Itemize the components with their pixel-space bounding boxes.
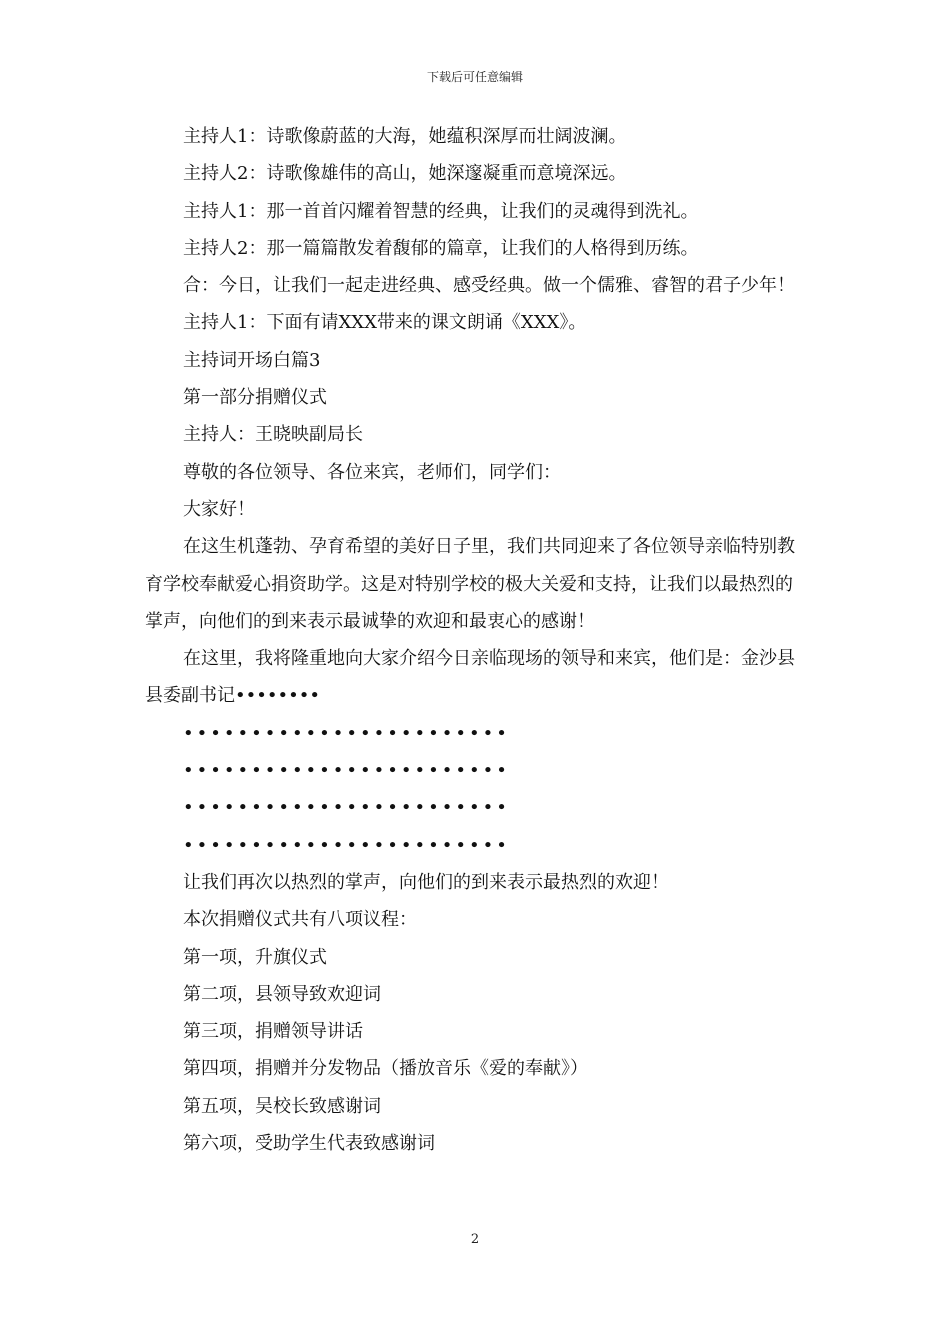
dot-line: •••••••••••••••••••••••• — [183, 760, 510, 782]
paragraph: 在这里，我将隆重地向大家介绍今日亲临现场的领导和来宾，他们是：金沙县县委副书记•••••••• — [145, 648, 795, 707]
dot-line: •••••••••••••••••••••••• — [183, 722, 510, 744]
document-body — [145, 118, 810, 1162]
paragraph: 在这生机蓬勃、孕育希望的美好日子里，我们共同迎来了各位领导亲临特别教育学校奉献爱心捐资助学。这是对特别学校的极大关爱和支持，让我们以最热烈的掌声，向他们的到来表示最诚挚的欢迎和最衷心的感谢！ — [145, 536, 795, 632]
greeting: 尊敬的各位领导、各位来宾，老师们，同学们： — [183, 461, 561, 483]
agenda-item: 第五项，吴校长致感谢词 — [183, 1095, 381, 1117]
paragraph: 主持人1：下面有请XXX带来的课文朗诵《XXX》。 — [183, 312, 587, 334]
paragraph: 让我们再次以热烈的掌声，向他们的到来表示最热烈的欢迎！ — [183, 871, 669, 893]
page-header-note: 下载后可任意编辑 — [426, 70, 523, 84]
paragraph: 主持人2：诗歌像雄伟的高山，她深邃凝重而意境深远。 — [183, 163, 627, 185]
paragraph: 主持人1：那一首首闪耀着智慧的经典，让我们的灵魂得到洗礼。 — [183, 200, 699, 222]
paragraph: 主持人：王晓映副局长 — [183, 424, 363, 446]
page-number: 2 — [470, 1232, 480, 1247]
section-title: 主持词开场白篇3 — [183, 349, 321, 371]
agenda-item: 第四项，捐赠并分发物品（播放音乐《爱的奉献》） — [183, 1058, 588, 1080]
greeting: 大家好！ — [183, 498, 255, 520]
dot-line: •••••••••••••••••••••••• — [183, 834, 510, 856]
paragraph: 主持人2：那一篇篇散发着馥郁的篇章，让我们的人格得到历练。 — [183, 237, 699, 259]
agenda-intro: 本次捐赠仪式共有八项议程： — [183, 909, 417, 931]
agenda-item: 第二项，县领导致欢迎词 — [183, 983, 381, 1005]
paragraph: 主持人1：诗歌像蔚蓝的大海，她蕴积深厚而壮阔波澜。 — [183, 126, 627, 147]
part-heading: 第一部分捐赠仪式 — [183, 387, 327, 409]
dot-line: •••••••••••••••••••••••• — [183, 797, 510, 819]
agenda-item: 第三项，捐赠领导讲话 — [183, 1021, 363, 1043]
agenda-item: 第一项，升旗仪式 — [183, 946, 327, 968]
agenda-item: 第六项，受助学生代表致感谢词 — [183, 1133, 435, 1155]
paragraph: 合：今日，让我们一起走进经典、感受经典。做一个儒雅、睿智的君子少年！ — [183, 275, 795, 297]
